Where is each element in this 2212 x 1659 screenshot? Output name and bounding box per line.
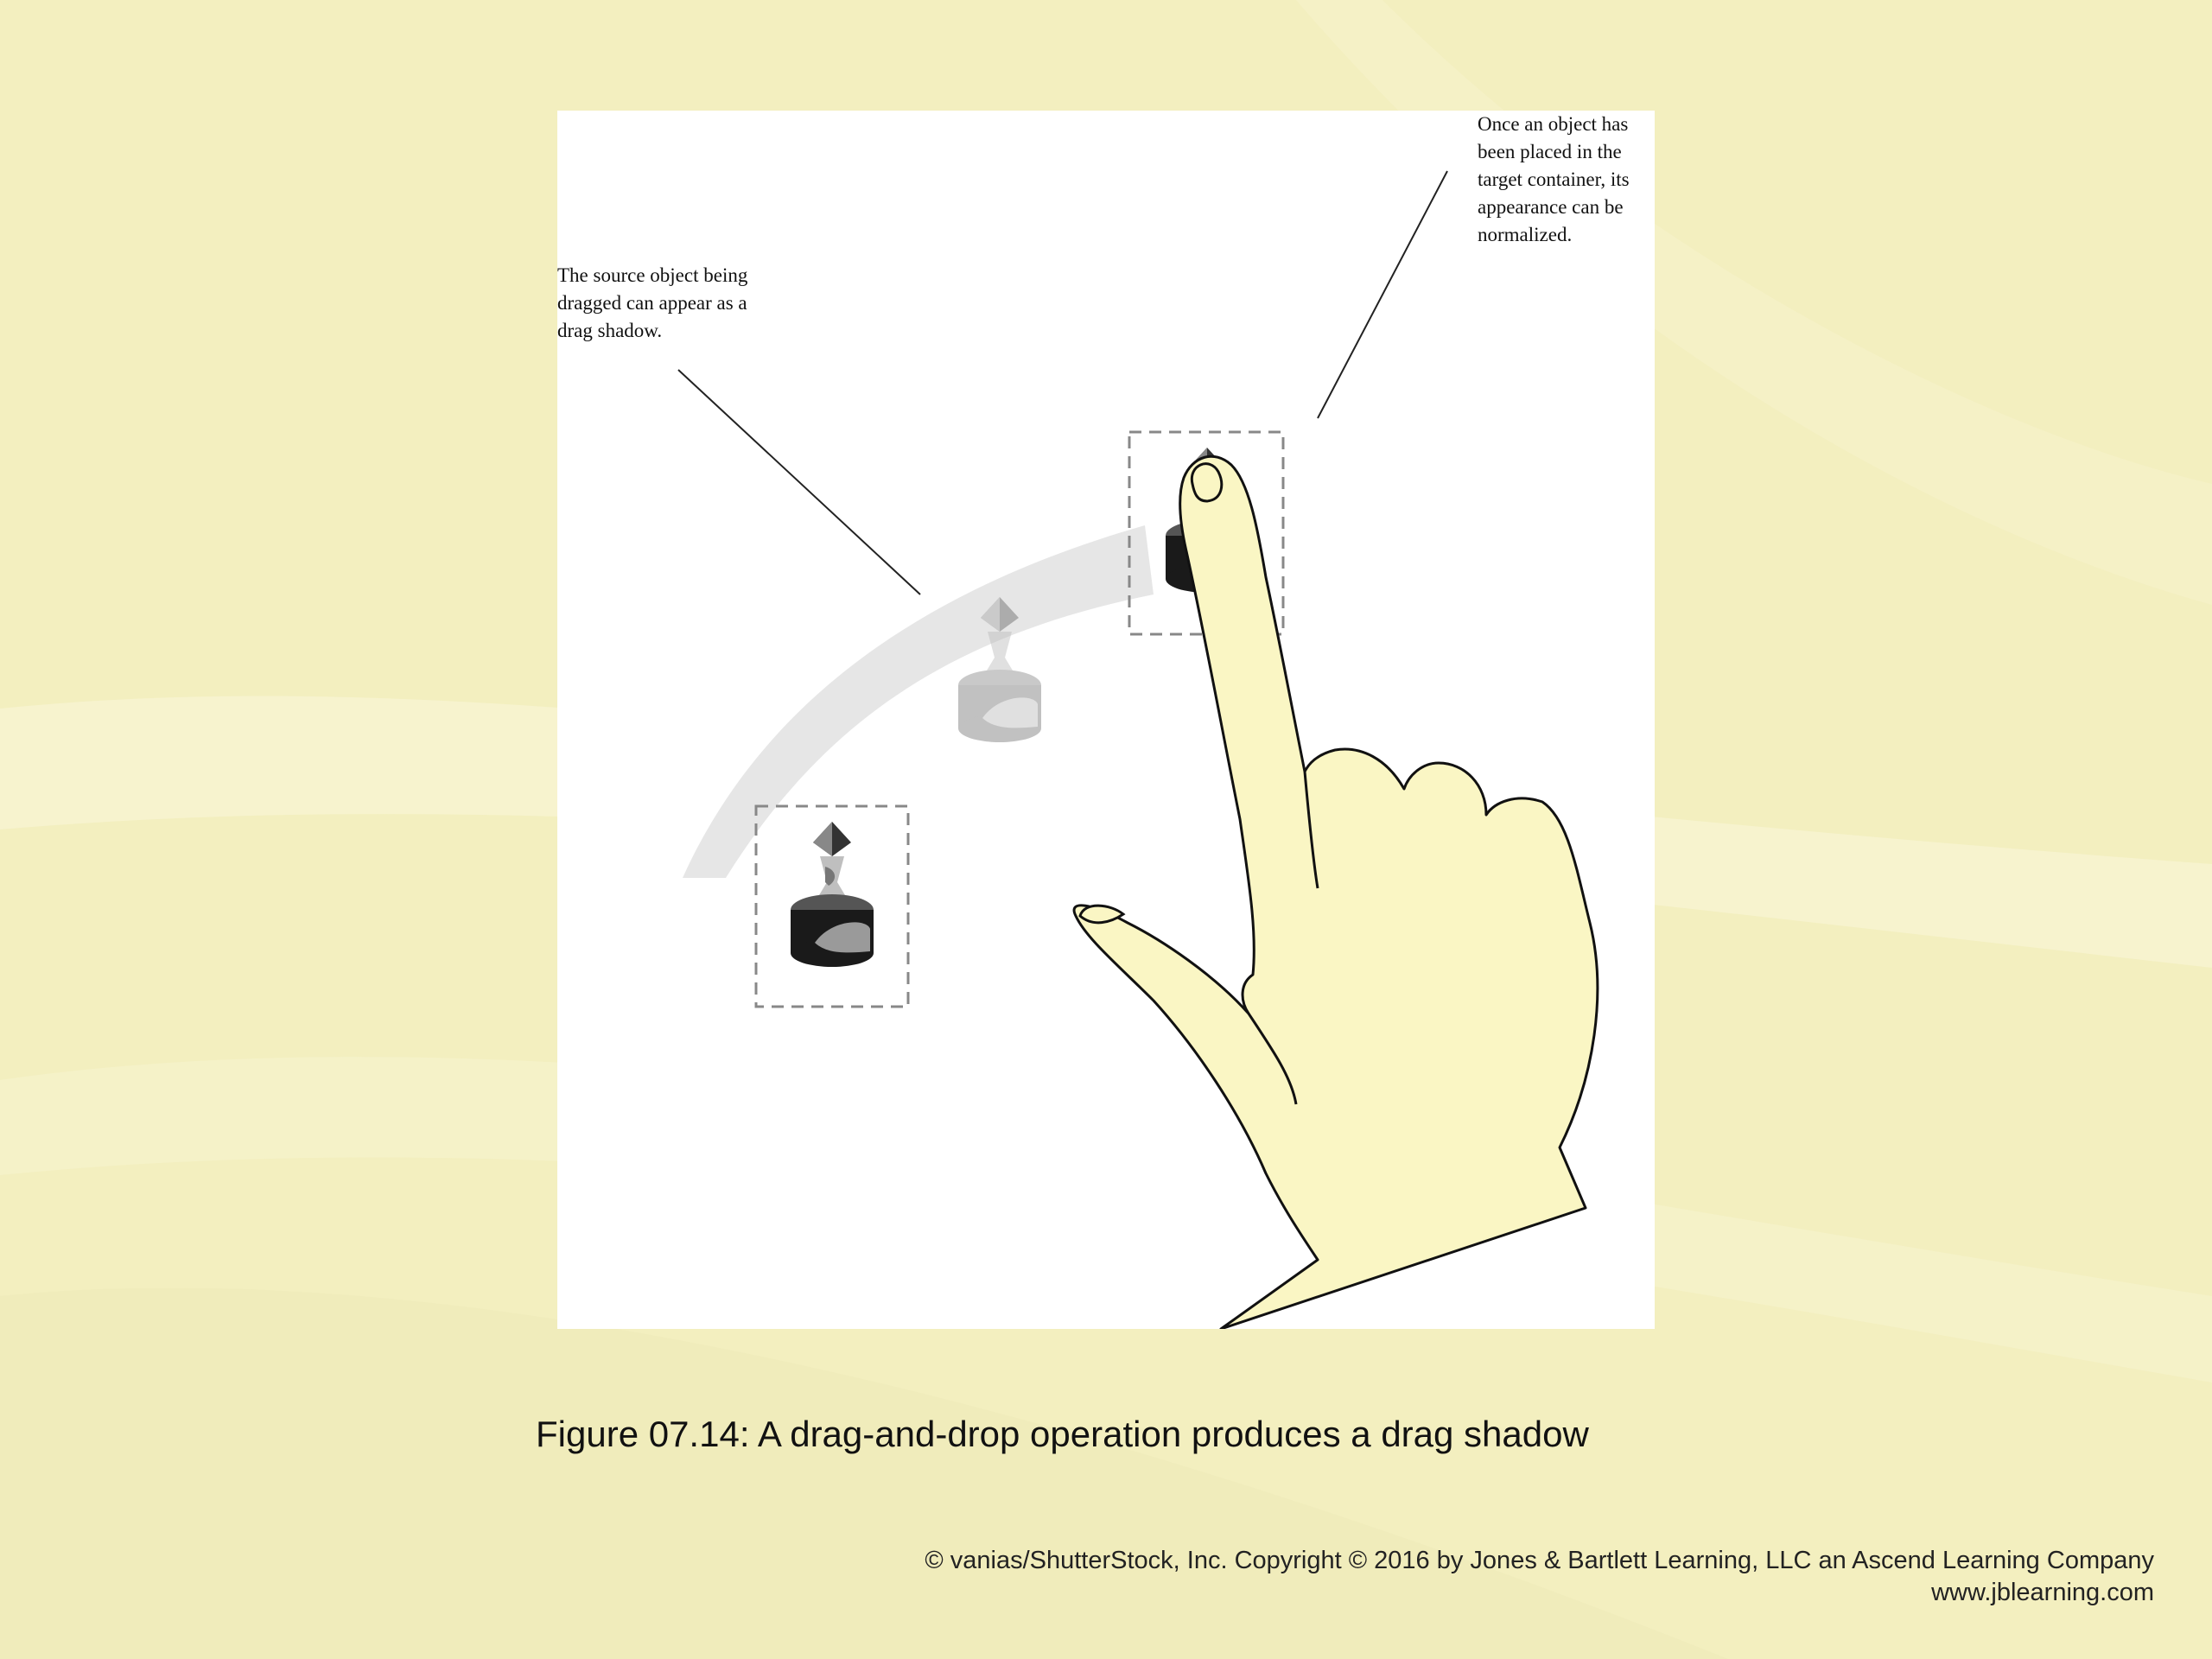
target-leader-line — [1318, 171, 1447, 418]
website-line: www.jblearning.com — [1931, 1579, 2154, 1606]
copyright-credit — [925, 1545, 2154, 1609]
drag-drop-figure — [557, 111, 1655, 1329]
source-object-callout: The source object being dragged can appear as a drag shadow. — [557, 264, 748, 341]
copyright-line: © vanias/ShutterStock, Inc. Copyright © 2016 by Jones & Bartlett Learning, LLC an Ascend Learning Company — [925, 1547, 2154, 1574]
target-container-callout: Once an object has been placed in the target container, its appearance can be normalized. — [1478, 113, 1630, 245]
source-leader-line — [678, 370, 920, 594]
figure-caption: Figure 07.14: A drag-and-drop operation produces a drag shadow — [536, 1414, 1589, 1454]
source-pawn-icon — [791, 822, 874, 967]
